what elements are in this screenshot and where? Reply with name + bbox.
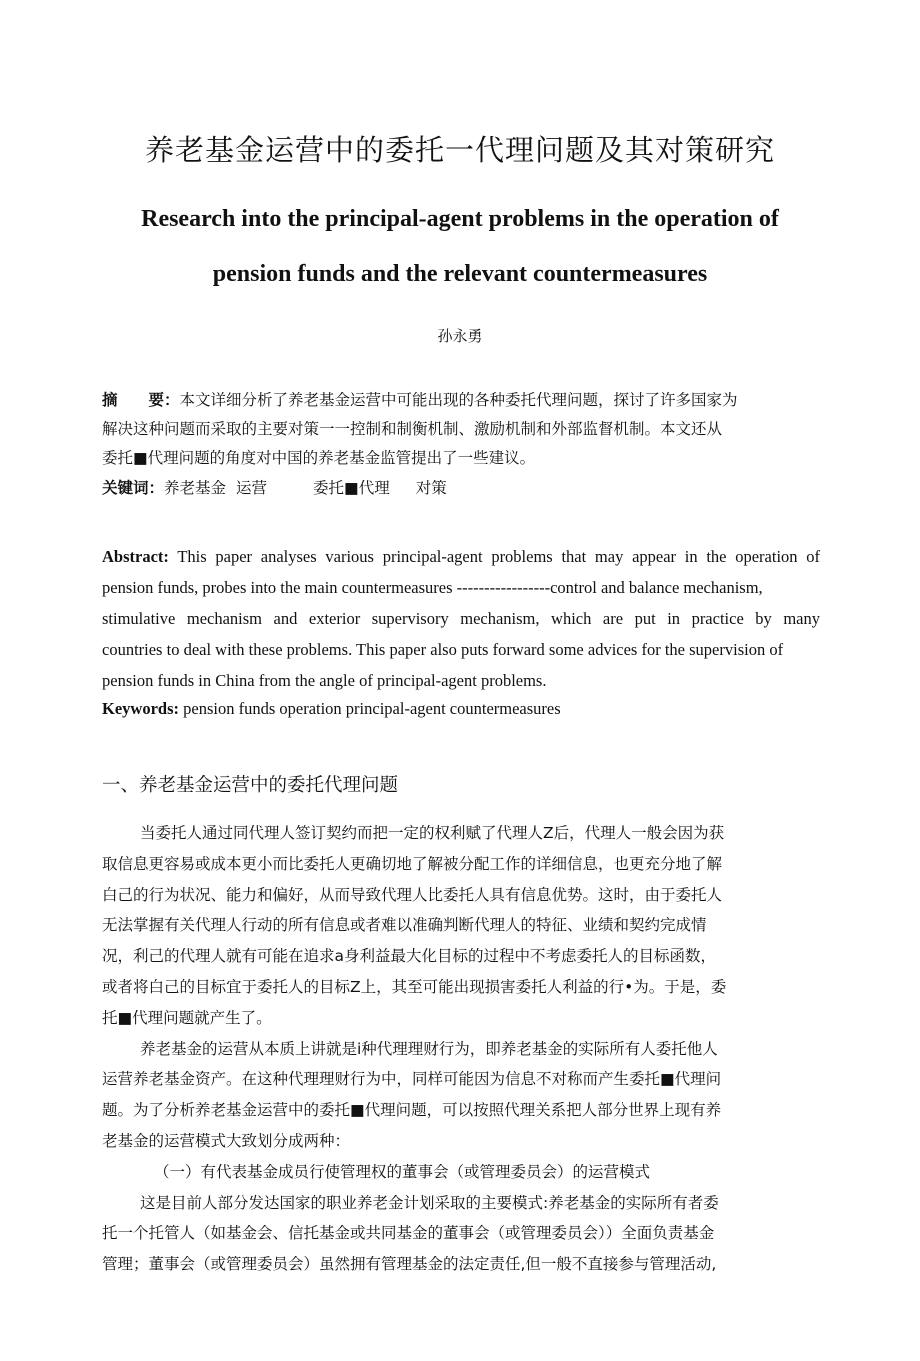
chinese-abstract-label: 摘 要： [102,391,180,409]
chinese-abstract-line: 委托■代理问题的角度对中国的养老基金监管提出了一些建议。 [102,449,536,467]
chinese-title: 养老基金运营中的委托一代理问题及其对策研究 [144,133,775,167]
english-keywords-label: Keywords: [102,699,179,718]
paragraph-line: 白己的行为状况、能力和偏好，从而导致代理人比委托人具有信息优势。这时，由于委托人 [102,885,723,904]
english-abstract-line: countries to deal with these problems. This paper also puts forward some advices for the supervision of [102,640,784,659]
paragraph-line: 养老基金的运营从本质上讲就是i种代理理财行为，即养老基金的实际所有人委托他人 [140,1039,718,1058]
english-title-line-2: pension funds and the relevant countermeasures [212,261,708,287]
paragraph-line: 况，利己的代理人就有可能在追求a身利益最大化目标的过程中不考虑委托人的目标函数， [102,947,717,966]
paragraph-line: 题。为了分析养老基金运营中的委托■代理问题，可以按照代理关系把人部分世界上现有养 [102,1101,722,1120]
chinese-keywords-label: 关键词： [102,479,165,497]
english-keywords [102,697,820,721]
paragraph-line: 取信息更容易或成本更小而比委托人更确切地了解被分配工作的详细信息，也更充分地了解 [102,854,723,873]
english-title-line-1: Research into the principal-agent problems in the operation of [141,206,779,232]
subsection-heading: （一）有代表基金成员行使管理权的董事会（或管理委员会）的运营模式 [154,1162,651,1181]
chinese-abstract-line [102,386,822,415]
english-abstract-line: pension funds, probes into the main countermeasures -----------------control and balance mechanism, [102,578,763,597]
author-name: 孙永勇 [437,327,483,345]
chinese-keyword: 委托■代理 [313,479,390,497]
english-abstract-line [102,541,820,572]
section-heading: 一、养老基金运营中的委托代理问题 [102,775,399,796]
section-body [102,818,792,1280]
chinese-keywords [102,474,822,503]
chinese-abstract-line: 解决这种问题而采取的主要对策一一控制和制衡机制、激励机制和外部监督机制。本文还从 [102,420,723,438]
chinese-keyword: 养老基金 [164,479,227,497]
paragraph-line: 托■代理问题就产生了。 [102,1008,272,1027]
chinese-keyword: 运营 [236,479,268,497]
paragraph-line: 托一个托管人（如基金会、信托基金或共同基金的董事会（或管理委员会））全面负责基金 [102,1224,715,1243]
paragraph-line: 无法掌握有关代理人行动的所有信息或者难以准确判断代理人的特征、业绩和契约完成情 [102,916,707,935]
chinese-abstract-text: 本文详细分析了养老基金运营中可能出现的各种委托代理问题，探讨了许多国家为 [179,391,738,409]
paragraph-line: 这是目前人部分发达国家的职业养老金计划采取的主要模式:养老基金的实际所有者委 [140,1193,719,1212]
paragraph-line: 老基金的运营模式大致划分成两种： [102,1131,351,1150]
english-abstract-line: stimulative mechanism and exterior supervisory mechanism, which are put in practice by many [102,609,820,628]
chinese-keyword: 对策 [415,479,447,497]
english-abstract-text: This paper analyses various principal-agent problems that may appear in the operation of [177,547,820,566]
paragraph-line: 管理；董事会（或管理委员会）虽然拥有管理基金的法定责任,但一般不直接参与管理活动, [102,1255,717,1274]
english-abstract-label: Abstract: [102,547,169,566]
paragraph-line: 运营养老基金资产。在这种代理理财行为中，同样可能因为信息不对称而产生委托■代理问 [102,1070,722,1089]
paragraph-line: 或者将白己的目标宜于委托人的目标Z上，其至可能出现损害委托人利益的行•为。于是，委 [102,977,727,996]
chinese-abstract [102,386,822,473]
paragraph-line: 当委托人通过同代理人签订契约而把一定的权利赋了代理人Z后，代理人一般会因为获 [140,824,725,842]
english-keywords-text: pension funds operation principal-agent countermeasures [183,699,561,718]
english-abstract [102,541,820,696]
english-abstract-line: pension funds in China from the angle of principal-agent problems. [102,671,547,690]
